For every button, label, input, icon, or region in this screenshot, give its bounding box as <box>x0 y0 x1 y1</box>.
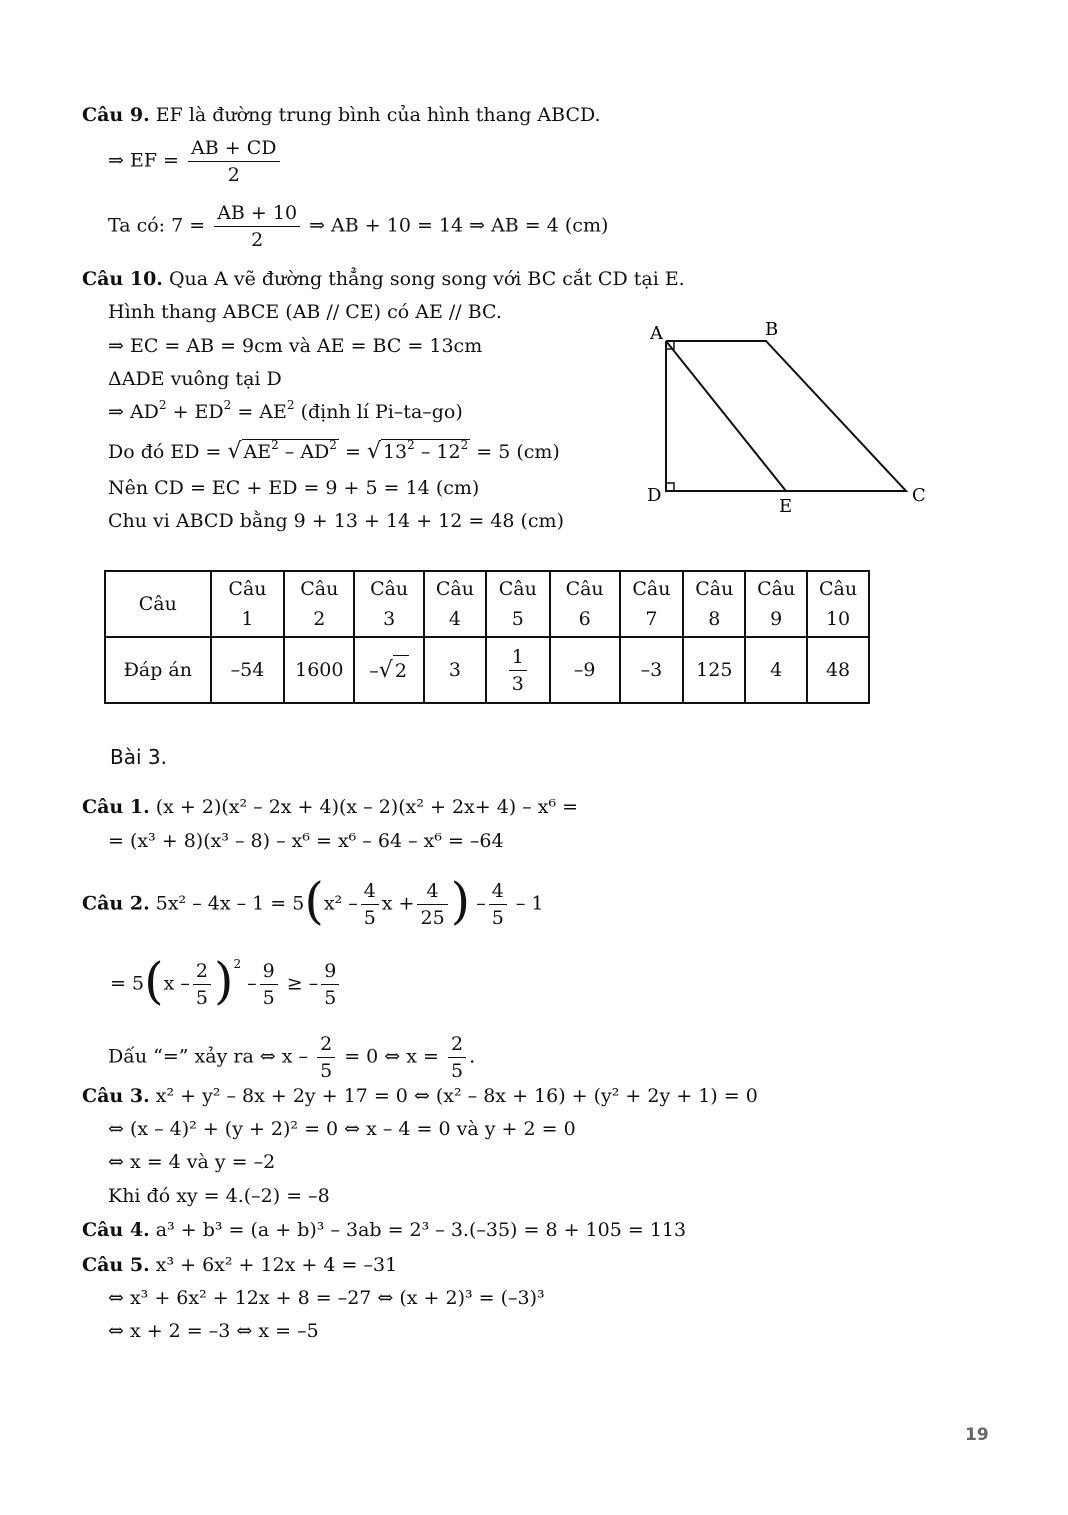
table-header-dapan: Đáp án <box>105 637 211 703</box>
eq-part: – AD <box>278 441 330 463</box>
q10-line3: ΔADE vuông tại D <box>108 368 282 390</box>
q9-text: EF là đường trung bình của hình thang ABCD. <box>155 104 601 126</box>
table-cell <box>354 571 424 637</box>
exponent: 2 <box>233 956 242 971</box>
eq-part: – 1 <box>515 892 544 915</box>
fraction <box>193 958 211 1011</box>
fraction-denominator: 25 <box>420 907 445 929</box>
answer-table <box>104 570 870 704</box>
cau-word: Câu <box>228 578 267 600</box>
fraction-numerator: 2 <box>193 958 211 985</box>
eq-part: ≥ – <box>286 972 319 995</box>
fraction-denominator: 5 <box>324 987 337 1009</box>
table-row <box>105 637 869 703</box>
fraction-denominator: 5 <box>195 987 208 1009</box>
cau-number: 5 <box>511 608 524 630</box>
b3q1-line1 <box>82 795 578 819</box>
b3q3-line1 <box>82 1084 758 1108</box>
table-cell <box>550 571 620 637</box>
q9-line3 <box>108 200 608 253</box>
fraction <box>448 1031 466 1084</box>
table-cell: 1600 <box>284 637 354 703</box>
exponent: 2 <box>286 397 295 412</box>
eq-part: 13 <box>382 441 408 463</box>
q10-line6: Nên CD = EC + ED = 9 + 5 = 14 (cm) <box>108 477 480 499</box>
q9-taco-lhs: Ta có: 7 = <box>108 214 206 237</box>
section-title: Bài 3. <box>110 745 167 769</box>
fraction-denominator: 2 <box>251 229 264 251</box>
q10-line1: Hình thang ABCE (AB // CE) có AE // BC. <box>108 301 502 323</box>
fraction-denominator: 5 <box>451 1060 464 1082</box>
page-number: 19 <box>965 1425 989 1445</box>
fraction <box>260 958 278 1011</box>
b3q5-label: Câu 5. <box>82 1254 150 1276</box>
q9-taco-fraction <box>214 200 300 253</box>
eq-part: Dấu “=” xảy ra ⇔ x – <box>108 1045 309 1068</box>
label-c: C <box>912 485 926 506</box>
fraction <box>317 1031 335 1084</box>
exponent: 2 <box>158 397 167 412</box>
eq-part: (x + 2)(x² – 2x + 4)(x – 2)(x² + 2x+ 4) – x⁶ = <box>155 796 579 818</box>
table-cell <box>424 571 486 637</box>
b3q2-line1 <box>82 871 544 931</box>
cau-word: Câu <box>370 578 409 600</box>
trapezoid-figure <box>640 315 940 520</box>
eq-part: ⇒ AD <box>108 401 159 423</box>
q9-line1 <box>82 103 601 127</box>
right-paren-icon: ) <box>450 871 471 930</box>
right-paren-icon: ) <box>213 951 234 1010</box>
exponent: 2 <box>407 437 415 452</box>
b3q2-line2 <box>110 951 342 1011</box>
b3q5-line2: ⇔ x³ + 6x² + 12x + 8 = –27 ⇔ (x + 2)³ = (–3)³ <box>108 1287 545 1309</box>
eq-part: – 12 <box>414 441 461 463</box>
table-cell <box>807 571 869 637</box>
label-b: B <box>765 319 779 340</box>
cau-word: Câu <box>565 578 604 600</box>
table-cell <box>683 571 745 637</box>
fraction-numerator: 9 <box>260 958 278 985</box>
eq-part: = 5 (cm) <box>476 441 560 463</box>
sqrt-icon: √ <box>366 439 381 464</box>
eq-part: – <box>476 892 486 915</box>
trapezoid-outline <box>666 341 906 491</box>
fraction-denominator: 5 <box>320 1060 333 1082</box>
exponent: 2 <box>223 397 232 412</box>
cau-word: Câu <box>632 578 671 600</box>
eq-part: – <box>369 659 379 682</box>
exponent: 2 <box>271 437 279 452</box>
cau-number: 1 <box>241 608 254 630</box>
b3q2-line3 <box>108 1031 475 1084</box>
fraction-denominator: 5 <box>491 907 504 929</box>
b3q3-label: Câu 3. <box>82 1085 150 1107</box>
table-cell: 48 <box>807 637 869 703</box>
segment-ae <box>666 341 786 491</box>
q10-line2: ⇒ EC = AB = 9cm và AE = BC = 13cm <box>108 335 483 357</box>
exponent: 2 <box>329 437 337 452</box>
table-header-cau: Câu <box>105 571 211 637</box>
table-cell <box>620 571 684 637</box>
fraction-numerator: AB + CD <box>188 135 279 162</box>
b3q4-label: Câu 4. <box>82 1219 150 1241</box>
eq-part: AE <box>243 441 272 463</box>
table-cell <box>486 637 550 703</box>
cau-number: 4 <box>448 608 461 630</box>
cau-number: 3 <box>383 608 396 630</box>
sqrt-icon: √ <box>227 439 242 464</box>
sqrt-icon: √ <box>378 657 393 683</box>
eq-part: 5x² – 4x – 1 = 5 <box>155 892 305 915</box>
eq-part: . <box>469 1045 476 1068</box>
fraction <box>417 878 447 931</box>
cau-number: 10 <box>825 608 851 630</box>
fraction-numerator: 2 <box>448 1031 466 1058</box>
cau-number: 8 <box>708 608 721 630</box>
radicand <box>242 439 339 464</box>
fraction-numerator: 4 <box>489 878 507 905</box>
fraction-numerator: 4 <box>417 878 447 905</box>
b3q1-line2: = (x³ + 8)(x³ – 8) – x⁶ = x⁶ – 64 – x⁶ = –64 <box>108 830 504 852</box>
b3q5-line3: ⇔ x + 2 = –3 ⇔ x = –5 <box>108 1320 319 1339</box>
eq-part: = 5 <box>110 972 145 995</box>
b3q3-line4: Khi đó xy = 4.(–2) = –8 <box>108 1185 330 1207</box>
table-cell <box>486 571 550 637</box>
cau-number: 9 <box>770 608 783 630</box>
q10-text: Qua A vẽ đường thẳng song song với BC cắt CD tại E. <box>168 268 685 290</box>
b3q3-line3: ⇔ x = 4 và y = –2 <box>108 1151 276 1173</box>
cau-word: Câu <box>498 578 537 600</box>
right-angle-d <box>666 483 674 491</box>
answer-fraction <box>509 644 527 697</box>
q9-taco-result: ⇒ AB + 10 = 14 ⇒ AB = 4 (cm) <box>309 214 609 237</box>
b3q2-label: Câu 2. <box>82 892 150 915</box>
table-cell: –54 <box>211 637 285 703</box>
eq-part: + ED <box>166 401 224 423</box>
q10-label: Câu 10. <box>82 268 163 290</box>
eq-part: (định lí Pi–ta–go) <box>294 401 463 423</box>
fraction-denominator: 2 <box>227 164 240 186</box>
eq-part: Do đó ED = <box>108 441 222 463</box>
q9-label: Câu 9. <box>82 104 150 126</box>
left-paren-icon: ( <box>144 951 164 1010</box>
cau-word: Câu <box>757 578 796 600</box>
cau-number: 6 <box>578 608 591 630</box>
fraction <box>489 878 507 931</box>
eq-part: – <box>247 972 257 995</box>
q9-ef-lhs: ⇒ EF = <box>108 149 179 172</box>
table-cell: 125 <box>683 637 745 703</box>
label-a: A <box>650 323 663 344</box>
fraction-numerator: 2 <box>317 1031 335 1058</box>
fraction <box>321 958 339 1011</box>
table-cell <box>745 571 807 637</box>
table-cell <box>284 571 354 637</box>
b3q1-label: Câu 1. <box>82 796 150 818</box>
fraction-numerator: 1 <box>509 644 527 671</box>
left-paren-icon: ( <box>304 871 324 930</box>
q10-line5 <box>108 439 560 464</box>
b3q3-line2: ⇔ (x – 4)² + (y + 2)² = 0 ⇔ x – 4 = 0 và y + 2 = 0 <box>108 1118 576 1140</box>
q9-line2 <box>108 135 283 188</box>
table-cell <box>354 637 424 703</box>
table-cell: –3 <box>620 637 684 703</box>
eq-part: x + <box>381 892 415 915</box>
fraction-numerator: 9 <box>321 958 339 985</box>
table-cell: 4 <box>745 637 807 703</box>
q10-line0 <box>82 267 685 291</box>
fraction-denominator: 3 <box>511 672 524 695</box>
eq-part: x³ + 6x² + 12x + 4 = –31 <box>155 1254 398 1276</box>
cau-word: Câu <box>435 578 474 600</box>
fraction-denominator: 5 <box>363 907 376 929</box>
eq-part: x² + y² – 8x + 2y + 17 = 0 ⇔ (x² – 8x + 16) + (y² + 2y + 1) = 0 <box>155 1085 758 1107</box>
eq-part: x² – <box>323 892 358 915</box>
cau-word: Câu <box>300 578 339 600</box>
label-e: E <box>779 496 793 517</box>
eq-part: = <box>344 441 361 463</box>
label-d: D <box>647 485 662 506</box>
cau-number: 7 <box>645 608 658 630</box>
fraction-numerator: 4 <box>361 878 379 905</box>
eq-part: x – <box>163 972 190 995</box>
b3q4-line1 <box>82 1218 686 1242</box>
q10-line7: Chu vi ABCD bằng 9 + 13 + 14 + 12 = 48 (cm) <box>108 510 564 532</box>
table-cell: –9 <box>550 637 620 703</box>
table-cell: 3 <box>424 637 486 703</box>
fraction <box>361 878 379 931</box>
q10-line4 <box>108 397 463 424</box>
fraction-numerator: AB + 10 <box>214 200 300 227</box>
q9-ef-fraction <box>188 135 279 188</box>
cau-word: Câu <box>818 578 858 600</box>
radicand: 2 <box>393 655 409 686</box>
exponent: 2 <box>460 437 469 452</box>
fraction-denominator: 5 <box>262 987 275 1009</box>
eq-part: a³ + b³ = (a + b)³ – 3ab = 2³ – 3.(–35) = 8 + 105 = 113 <box>155 1219 687 1241</box>
cau-word: Câu <box>695 578 734 600</box>
radicand <box>381 439 470 464</box>
eq-part: = AE <box>231 401 287 423</box>
b3q5-line1 <box>82 1253 397 1277</box>
eq-part: = 0 ⇔ x = <box>344 1045 439 1068</box>
table-row <box>105 571 869 637</box>
table-cell <box>211 571 285 637</box>
cau-number: 2 <box>313 608 326 630</box>
